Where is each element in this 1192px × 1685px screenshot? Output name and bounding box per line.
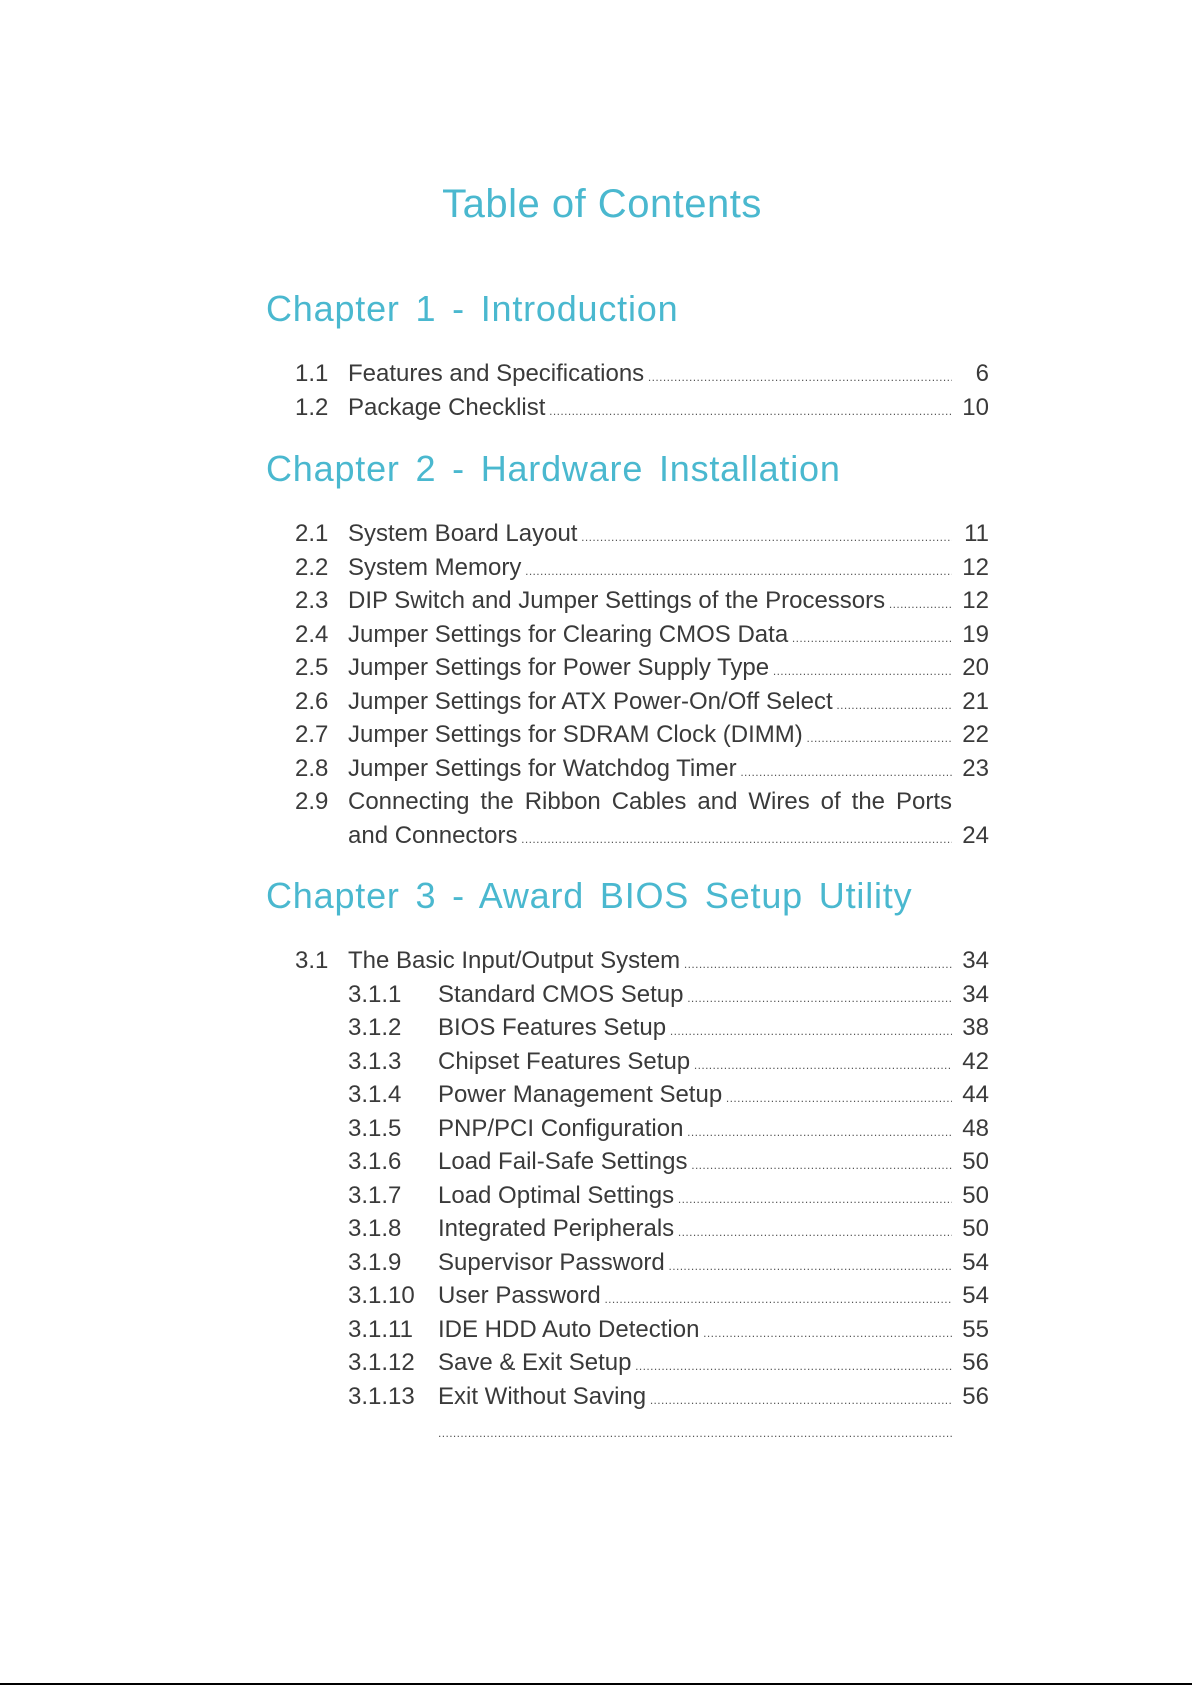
section-number: 2.9 <box>295 788 329 815</box>
section-title: System Board Layout ..... <box>348 517 952 555</box>
section-number: 2.5 <box>295 654 329 681</box>
page-number: 34 <box>962 947 989 974</box>
section-title: Chipset Features Setup ..... <box>438 1045 952 1083</box>
page-number: 11 <box>964 520 989 547</box>
toc-entry[interactable] <box>0 618 1192 652</box>
toc-entry[interactable] <box>0 1346 1192 1380</box>
toc-entry[interactable] <box>0 685 1192 719</box>
toc-entry[interactable] <box>0 1145 1192 1179</box>
section-title: Load Fail-Safe Settings ..... <box>438 1145 952 1183</box>
section-title: User Password ..... <box>438 1279 952 1317</box>
page-number: 56 <box>962 1349 989 1376</box>
toc-entry[interactable] <box>0 1045 1192 1079</box>
section-title: Jumper Settings for ATX Power-On/Off Select ..... <box>348 685 952 723</box>
section-number: 2.8 <box>295 754 329 782</box>
section-title: Standard CMOS Setup ..... <box>438 978 952 1016</box>
section-title: Exit Without Saving ..... <box>438 1380 952 1418</box>
toc-entry[interactable] <box>0 944 1192 978</box>
section-title <box>438 1413 952 1451</box>
chapter-heading-2: Chapter 2 - Hardware Installation <box>266 448 841 489</box>
page-number: 55 <box>962 1315 989 1343</box>
toc-entry[interactable] <box>0 1212 1192 1246</box>
section-number: 3.1.13 <box>348 1382 415 1410</box>
section-number: 3.1.6 <box>348 1148 402 1175</box>
section-number: 1.2 <box>295 393 329 421</box>
page-number: 12 <box>962 553 989 581</box>
section-number: 3.1.1 <box>348 980 402 1008</box>
toc-entry[interactable] <box>0 391 1192 425</box>
page-number: 21 <box>962 687 989 715</box>
toc-entry[interactable] <box>0 1246 1192 1280</box>
section-title: Jumper Settings for SDRAM Clock (DIMM) ..... <box>348 718 952 756</box>
toc-entry[interactable] <box>0 1078 1192 1112</box>
section-title: Features and Specifications ..... <box>348 357 952 395</box>
toc-entry[interactable] <box>0 785 1192 819</box>
page-number: 54 <box>962 1282 989 1309</box>
toc-entry[interactable] <box>0 1112 1192 1146</box>
toc-entry[interactable] <box>0 1011 1192 1045</box>
section-number: 3.1.3 <box>348 1047 402 1075</box>
toc-entry[interactable] <box>0 357 1192 391</box>
chapter-heading-1: Chapter 1 - Introduction <box>266 288 679 329</box>
section-number: 2.4 <box>295 620 329 648</box>
toc-list-chapter-3 <box>0 944 1192 1447</box>
page-title: Table of Contents <box>442 182 762 226</box>
section-title-continued: and Connectors ..... <box>348 819 952 857</box>
toc-entry[interactable] <box>0 551 1192 585</box>
toc-entry[interactable] <box>0 517 1192 551</box>
page-number: 54 <box>962 1248 989 1276</box>
toc-list-chapter-2 <box>0 517 1192 852</box>
page-number: 38 <box>962 1014 989 1041</box>
section-title: Jumper Settings for Power Supply Type ..... <box>348 651 952 689</box>
page-number: 34 <box>962 980 989 1008</box>
toc-entry[interactable] <box>0 752 1192 786</box>
section-number: 1.1 <box>295 360 329 387</box>
toc-entry[interactable] <box>0 584 1192 618</box>
section-title: PNP/PCI Configuration ..... <box>438 1112 952 1150</box>
section-title: The Basic Input/Output System ..... <box>348 944 952 982</box>
toc-entry[interactable] <box>0 978 1192 1012</box>
page-number: 44 <box>962 1081 989 1108</box>
toc-entry[interactable] <box>0 1279 1192 1313</box>
section-number: 3.1.12 <box>348 1349 415 1376</box>
section-number: 3.1.10 <box>348 1282 415 1309</box>
section-title: Save & Exit Setup ..... <box>438 1346 952 1384</box>
section-title: DIP Switch and Jumper Settings of the Processors ..... <box>348 584 952 622</box>
section-title: IDE HDD Auto Detection ..... <box>438 1313 952 1351</box>
section-title: Supervisor Password ..... <box>438 1246 952 1284</box>
toc-entry-continuation[interactable] <box>0 819 1192 853</box>
toc-entry[interactable] <box>0 718 1192 752</box>
toc-entry[interactable] <box>0 1380 1192 1414</box>
page-number: 24 <box>962 821 989 849</box>
page-number: 22 <box>962 721 989 748</box>
section-title: Load Optimal Settings ..... <box>438 1179 952 1217</box>
page-number: 20 <box>962 654 989 681</box>
page-number: 19 <box>962 620 989 648</box>
page-number: 6 <box>975 360 989 387</box>
page-number: 50 <box>962 1215 989 1242</box>
toc-entry[interactable] <box>0 1313 1192 1347</box>
toc-entry[interactable] <box>0 1413 1192 1447</box>
toc-entry[interactable] <box>0 651 1192 685</box>
page-number: 48 <box>962 1114 989 1142</box>
page-number: 50 <box>962 1148 989 1175</box>
page-number: 10 <box>962 393 989 421</box>
page-number: 23 <box>962 754 989 782</box>
section-title: Connecting the Ribbon Cables and Wires of the Ports <box>348 788 952 815</box>
section-number: 2.2 <box>295 553 329 581</box>
toc-list-chapter-1 <box>0 357 1192 424</box>
section-number: 2.1 <box>295 520 329 547</box>
section-title: System Memory ..... <box>348 551 952 589</box>
section-number: 3.1.8 <box>348 1215 402 1242</box>
page-number: 12 <box>962 587 989 614</box>
section-title: Jumper Settings for Watchdog Timer ..... <box>348 752 952 790</box>
section-number: 3.1.5 <box>348 1114 402 1142</box>
page-number: 56 <box>962 1382 989 1410</box>
chapter-heading-3: Chapter 3 - Award BIOS Setup Utility <box>266 875 913 916</box>
section-number: 2.6 <box>295 687 329 715</box>
section-number: 3.1.9 <box>348 1248 402 1276</box>
section-number: 3.1.2 <box>348 1014 402 1041</box>
section-number: 2.3 <box>295 587 329 614</box>
page-number: 50 <box>962 1181 989 1209</box>
section-title: Jumper Settings for Clearing CMOS Data ..... <box>348 618 952 656</box>
toc-entry[interactable] <box>0 1179 1192 1213</box>
section-number: 2.7 <box>295 721 329 748</box>
section-title: Integrated Peripherals ..... <box>438 1212 952 1250</box>
section-number: 3.1.4 <box>348 1081 402 1108</box>
section-number: 3.1.11 <box>348 1315 413 1343</box>
page-number: 42 <box>962 1047 989 1075</box>
section-number: 3.1 <box>295 947 329 974</box>
section-title: BIOS Features Setup ..... <box>438 1011 952 1049</box>
section-title: Package Checklist ..... <box>348 391 952 429</box>
section-number: 3.1.7 <box>348 1181 402 1209</box>
section-title: Power Management Setup ..... <box>438 1078 952 1116</box>
